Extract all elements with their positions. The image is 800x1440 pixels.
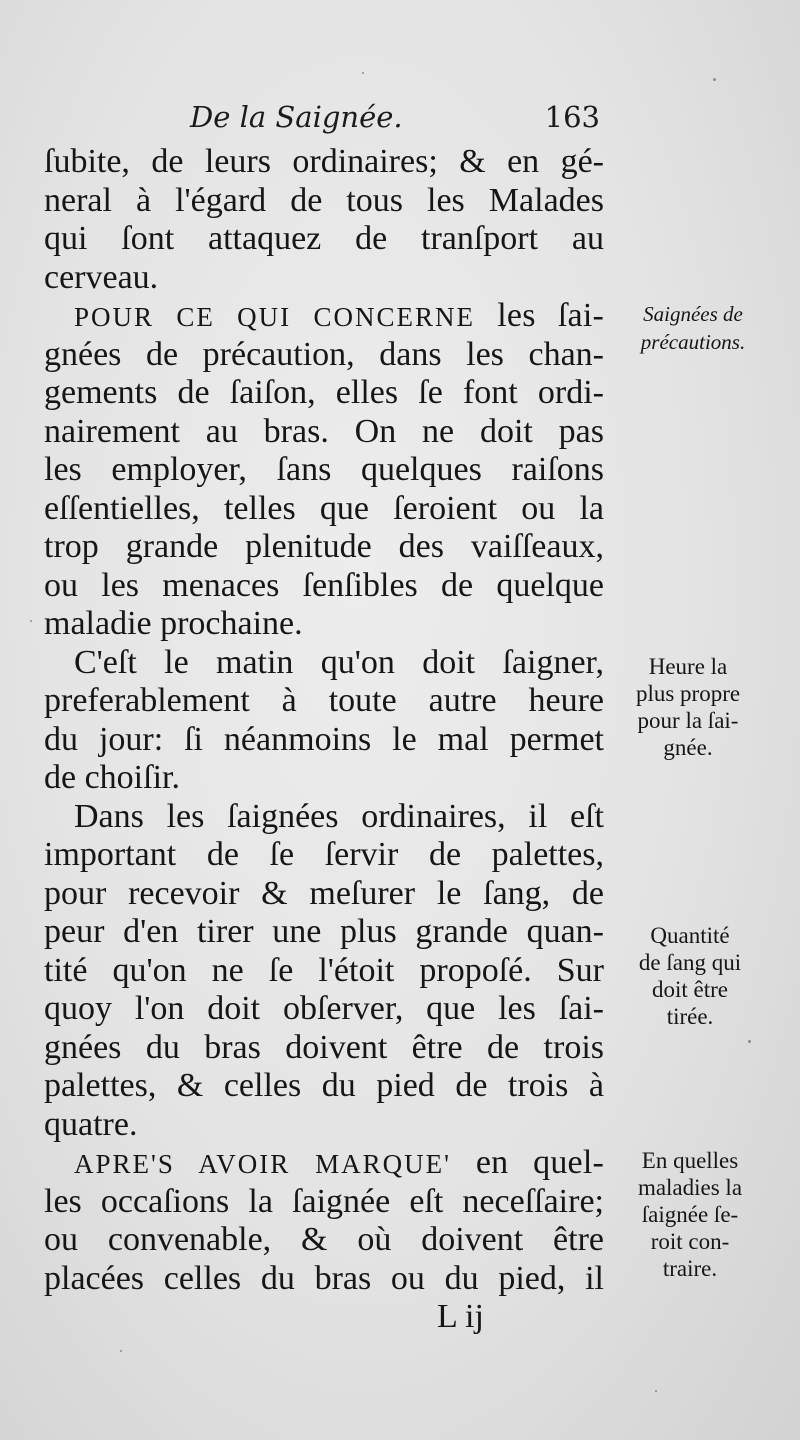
- margin-note-heure: [612, 653, 764, 761]
- margin-note-line: traire.: [662, 1256, 718, 1281]
- text-line: placées celles du bras ou du pied, il: [44, 1259, 604, 1297]
- text-line: gements de ſaiſon, elles ſe font ordi-: [44, 374, 604, 411]
- ink-speck: [713, 78, 716, 81]
- margin-note-line: gnée.: [663, 735, 713, 760]
- text-line: maladie prochaine.: [44, 605, 303, 642]
- text-line: cerveau.: [44, 258, 159, 296]
- text-line: les employer, ſans quelques raiſons: [44, 451, 604, 488]
- text-line: nairement au bras. On ne doit pas: [44, 412, 604, 450]
- body-text: [44, 143, 604, 1298]
- text-line: tité qu'on ne ſe l'étoit propoſé. Sur: [44, 951, 604, 989]
- small-caps-rest: en quel-: [451, 1144, 604, 1181]
- ink-speck: [748, 1040, 751, 1043]
- text-line: de choiſir.: [44, 759, 180, 796]
- margin-note-line: Heure la: [648, 654, 728, 679]
- text-line: peur d'en tirer une plus grande quan-: [44, 913, 604, 950]
- text-line: [44, 297, 604, 336]
- catchword: L ij: [437, 1298, 484, 1335]
- text-line: quoy l'on doit obſerver, que les ſai-: [44, 990, 604, 1027]
- margin-note-line: pour la ſai-: [637, 708, 739, 733]
- text-line: preferablement à toute autre heure: [44, 682, 604, 719]
- ink-speck: [120, 1350, 122, 1352]
- margin-note-line: En quelles: [641, 1148, 739, 1173]
- margin-note-line: de ſang qui: [638, 950, 742, 975]
- small-caps-rest: les ſai-: [474, 297, 604, 334]
- text-line: C'eſt le matin qu'on doit ſaigner,: [74, 643, 604, 681]
- margin-note-line: roit con-: [650, 1229, 730, 1254]
- text-line: ou convenable, & où doivent être: [44, 1221, 604, 1258]
- text-line: qui ſont attaquez de tranſport au: [44, 220, 604, 257]
- page-number: 163: [544, 100, 600, 134]
- text-line: important de ſe ſervir de palettes,: [44, 836, 604, 873]
- margin-note-line: tirée.: [666, 1004, 714, 1029]
- text-line: neral à l'égard de tous les Malades: [44, 181, 604, 219]
- text-line: Dans les ſaignées ordinaires, il eſt: [74, 797, 604, 835]
- margin-note-saignees-precaution: [618, 300, 768, 356]
- ink-speck: [362, 72, 364, 74]
- ink-speck: [30, 620, 32, 622]
- margin-note-line: maladies la: [637, 1175, 743, 1200]
- text-line: pour recevoir & meſurer le ſang, de: [44, 874, 604, 912]
- text-line: ſubite, de leurs ordinaires; & en gé-: [44, 143, 604, 180]
- margin-note-line: Saignées de: [643, 302, 743, 326]
- margin-note-quantite: [614, 922, 766, 1030]
- margin-note-en-quelles-maladies: [614, 1147, 766, 1282]
- text-line: trop grande plenitude des vaiſſeaux,: [44, 528, 604, 565]
- ink-speck: [655, 1390, 657, 1392]
- margin-note-line: ſaignée ſe-: [641, 1202, 739, 1227]
- text-line: du jour: ſi néanmoins le mal permet: [44, 720, 604, 758]
- text-line: les occaſions la ſaignée eſt neceſſaire;: [44, 1182, 604, 1220]
- page-header: [190, 100, 600, 140]
- margin-note-line: précautions.: [640, 330, 746, 354]
- small-caps-lead: POUR CE QUI CONCERNE: [74, 302, 475, 332]
- text-line: ou les menaces ſenſibles de quelque: [44, 566, 604, 604]
- margin-note-line: Quantité: [650, 923, 730, 948]
- text-line: gnées de précaution, dans les chan-: [44, 335, 604, 373]
- text-line: [44, 1144, 604, 1183]
- running-title: De la Saignée.: [190, 100, 403, 134]
- text-line: quatre.: [44, 1105, 138, 1143]
- margin-note-line: plus propre: [635, 681, 741, 706]
- text-line: gnées du bras doivent être de trois: [44, 1028, 604, 1066]
- text-line: eſſentielles, telles que ſeroient ou la: [44, 489, 604, 527]
- margin-note-line: doit être: [652, 977, 728, 1002]
- small-caps-lead: APRE'S AVOIR MARQUE': [74, 1149, 452, 1179]
- text-line: palettes, & celles du pied de trois à: [44, 1067, 604, 1104]
